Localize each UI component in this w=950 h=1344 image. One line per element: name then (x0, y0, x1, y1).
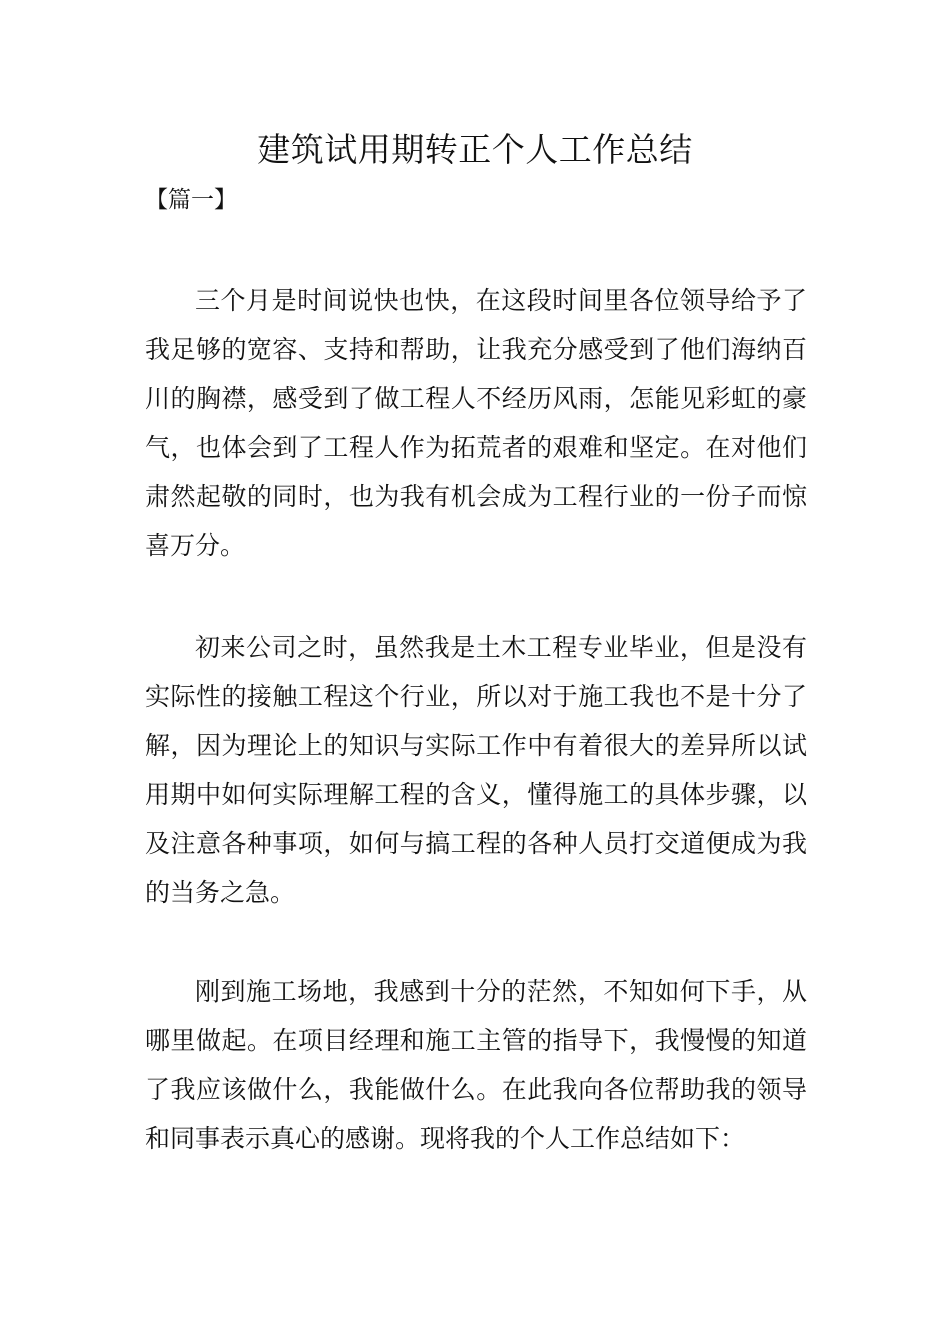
paragraph-text: 刚到施工场地，我感到十分的茫然，不知如何下手，从哪里做起。在项目经理和施工主管的指导下，我慢慢的知道了我应该做什么，我能做什么。在此我向各位帮助我的领导和同事表示真心的感谢。现将我的个人工作总结如下： (145, 977, 807, 1153)
section-label: 【篇一】 (145, 187, 237, 213)
document-title: 建筑试用期转正个人工作总结 (257, 130, 693, 169)
paragraph-2 (145, 623, 807, 917)
paragraph-1 (145, 276, 807, 570)
paragraph-3 (145, 967, 807, 1163)
paragraph-text: 三个月是时间说快也快，在这段时间里各位领导给予了我足够的宽容、支持和帮助，让我充分感受到了他们海纳百川的胸襟，感受到了做工程人不经历风雨，怎能见彩虹的豪气，也体会到了工程人作为拓荒者的艰难和坚定。在对他们肃然起敬的同时，也为我有机会成为工程行业的一份子而惊喜万分。 (145, 286, 807, 560)
paragraph-text: 初来公司之时，虽然我是土木工程专业毕业，但是没有实际性的接触工程这个行业，所以对于施工我也不是十分了解，因为理论上的知识与实际工作中有着很大的差异所以试用期中如何实际理解工程的含义，懂得施工的具体步骤，以及注意各种事项，如何与搞工程的各种人员打交道便成为我的当务之急。 (145, 633, 807, 907)
